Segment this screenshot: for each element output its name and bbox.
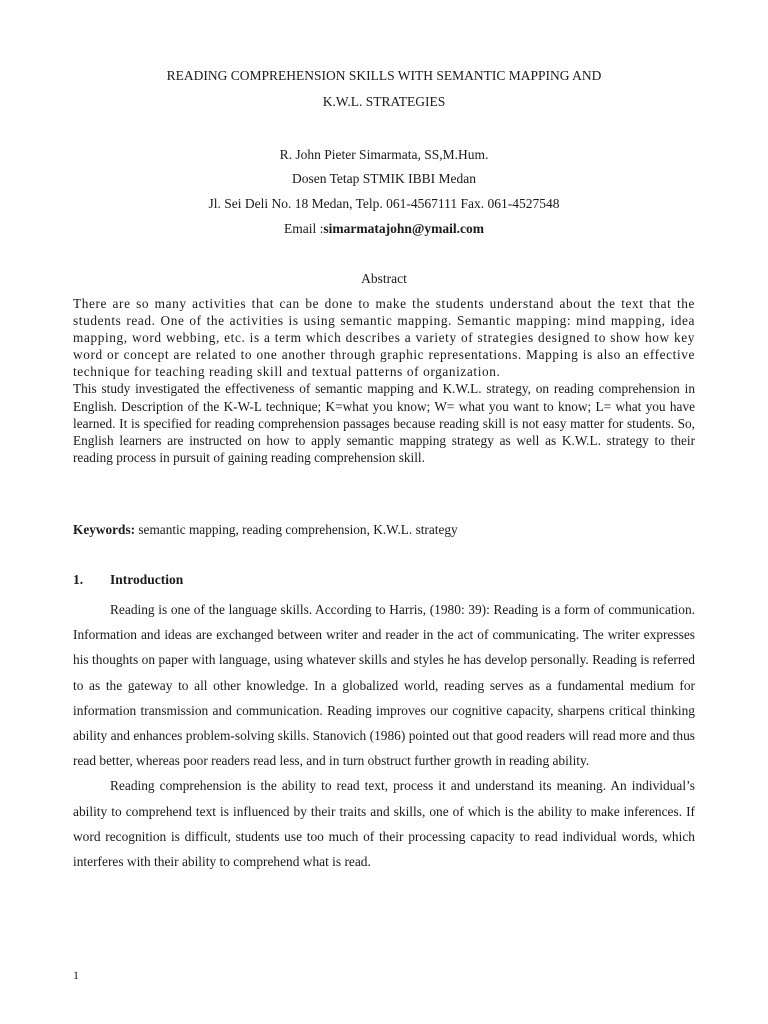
- keywords-list: semantic mapping, reading comprehension, K.W.L. strategy: [135, 522, 458, 537]
- keywords-line: [73, 522, 695, 538]
- body-paragraph-2: Reading comprehension is the ability to read text, process it and understand its meaning. An individual’s ability to comprehend text is influenced by their traits and skills, one of which is the ability to make inferences. If word recognition is difficult, students use too much of their processing capacity to read individual words, which interferes with their ability to comprehend what is read.: [73, 778, 695, 870]
- abstract-body: [73, 295, 695, 466]
- section-heading-introduction: [73, 572, 183, 588]
- keywords-label: Keywords:: [73, 522, 136, 537]
- author-name: R. John Pieter Simarmata, SS,M.Hum.: [279, 147, 489, 162]
- section-title: Introduction: [110, 572, 184, 587]
- section-number: 1.: [73, 572, 84, 587]
- paper-title-line-1: READING COMPREHENSION SKILLS WITH SEMANTIC MAPPING AND: [166, 68, 602, 83]
- abstract-heading: Abstract: [361, 271, 407, 286]
- abstract-paragraph-1: There are so many activities that can be done to make the students understand about the text that the students read. One of the activities is using semantic mapping. Semantic mapping: mind mapping, idea mapping, word webbing, etc. is a term which describes a variety of strategies designed to show how key word or concept are related to one another through graphic representations. Mapping is also an effective technique for teaching reading skill and textual patterns of organization.: [73, 296, 695, 380]
- author-address: Jl. Sei Deli No. 18 Medan, Telp. 061-4567111 Fax. 061-4527548: [208, 196, 560, 211]
- author-affiliation: Dosen Tetap STMIK IBBI Medan: [291, 171, 477, 186]
- body-paragraph-1: Reading is one of the language skills. According to Harris, (1980: 39): Reading is a form of communication. Information and ideas are exchanged between writer and reader in the act of communicating. The writer expresses his thoughts on paper with language, using whatever skills and styles he has develop personally. Reading is referred to as the gateway to all other knowledge. In a globalized world, reading serves as a fundamental medium for information transmission and communication. Reading improves our cognitive capacity, sharpens critical thinking ability and enhances problem-solving skills. Stanovich (1986) pointed out that good readers will read more and thus read better, whereas poor readers read less, and in turn obstruct further growth in reading ability.: [73, 602, 695, 769]
- author-email-line: [73, 221, 695, 237]
- email-label: Email :: [283, 221, 324, 236]
- abstract-paragraph-2: This study investigated the effectiveness of semantic mapping and K.W.L. strategy, on reading comprehension in English. Description of the K-W-L technique; K=what you know; W= what you want to know; L= what you have learned. It is specified for reading comprehension passages because reading skill is not easy matter for students. So, English learners are instructed on how to apply semantic mapping strategy as well as K.W.L. strategy to their reading process in pursuit of gaining reading comprehension skill.: [73, 381, 695, 465]
- paper-title-line-2: K.W.L. STRATEGIES: [322, 94, 446, 109]
- email-address: simarmatajohn@ymail.com: [323, 221, 485, 236]
- introduction-body: [73, 597, 695, 874]
- page-number: 1: [73, 968, 79, 982]
